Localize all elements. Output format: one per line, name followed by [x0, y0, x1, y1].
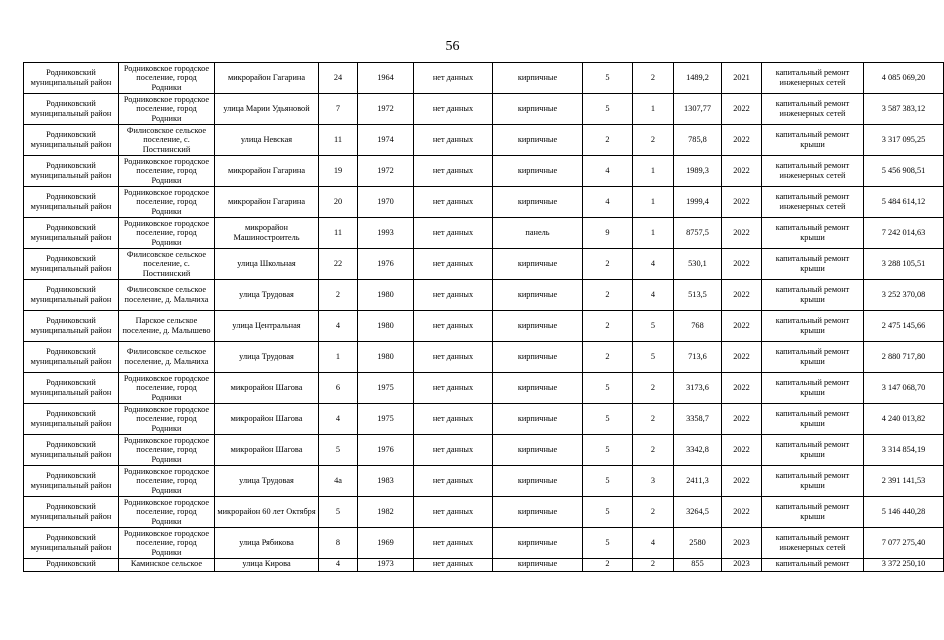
cell-cost: 2 880 717,80	[864, 342, 944, 373]
cell-floors: 5	[583, 528, 633, 559]
table-row	[24, 528, 944, 559]
cell-area: 2580	[674, 528, 722, 559]
cell-settlement: Родниковское городское поселение, город Родники	[119, 63, 215, 94]
cell-entrances: 1	[633, 156, 674, 187]
cell-settlement: Родниковское городское поселение, город Родники	[119, 466, 215, 497]
cell-entrances: 1	[633, 187, 674, 218]
cell-floors: 5	[583, 373, 633, 404]
cell-cost: 2 475 145,66	[864, 311, 944, 342]
table-row	[24, 63, 944, 94]
cell-year: 2022	[722, 342, 762, 373]
cell-settlement: Каминское сельское	[119, 559, 215, 572]
cell-build-year: 1976	[358, 435, 414, 466]
cell-year: 2022	[722, 497, 762, 528]
cell-area: 768	[674, 311, 722, 342]
table-row	[24, 497, 944, 528]
cell-house-number: 4	[319, 559, 358, 572]
cell-data-status: нет данных	[414, 559, 493, 572]
table-row	[24, 218, 944, 249]
cell-work-type: капитальный ремонт крыши	[762, 466, 864, 497]
cell-build-year: 1975	[358, 404, 414, 435]
cell-district: Родниковский	[24, 559, 119, 572]
cell-street: улица Невская	[215, 125, 319, 156]
cell-cost: 3 317 095,25	[864, 125, 944, 156]
cell-district: Родниковский муниципальный район	[24, 528, 119, 559]
cell-entrances: 2	[633, 373, 674, 404]
cell-cost: 3 252 370,08	[864, 280, 944, 311]
cell-house-number: 8	[319, 528, 358, 559]
cell-district: Родниковский муниципальный район	[24, 497, 119, 528]
cell-wall-material: кирпичные	[493, 435, 583, 466]
cell-floors: 4	[583, 156, 633, 187]
table-row	[24, 404, 944, 435]
cell-wall-material: кирпичные	[493, 559, 583, 572]
cell-street: микрорайон Гагарина	[215, 156, 319, 187]
cell-settlement: Филисовское сельское поселение, д. Мальчиха	[119, 342, 215, 373]
cell-work-type: капитальный ремонт инженерных сетей	[762, 156, 864, 187]
cell-district: Родниковский муниципальный район	[24, 187, 119, 218]
cell-street: микрорайон Шагова	[215, 373, 319, 404]
cell-floors: 5	[583, 435, 633, 466]
cell-wall-material: кирпичные	[493, 342, 583, 373]
cell-work-type: капитальный ремонт крыши	[762, 218, 864, 249]
cell-floors: 2	[583, 342, 633, 373]
cell-street: микрорайон Гагарина	[215, 187, 319, 218]
cell-house-number: 5	[319, 435, 358, 466]
housing-registry-table	[23, 62, 944, 572]
cell-area: 1307,77	[674, 94, 722, 125]
cell-house-number: 4а	[319, 466, 358, 497]
cell-house-number: 4	[319, 311, 358, 342]
cell-data-status: нет данных	[414, 125, 493, 156]
cell-wall-material: кирпичные	[493, 280, 583, 311]
cell-build-year: 1974	[358, 125, 414, 156]
cell-year: 2022	[722, 404, 762, 435]
cell-build-year: 1980	[358, 311, 414, 342]
cell-floors: 9	[583, 218, 633, 249]
cell-house-number: 1	[319, 342, 358, 373]
page-number: 56	[445, 39, 460, 54]
cell-street: микрорайон Машиностроитель	[215, 218, 319, 249]
cell-wall-material: кирпичные	[493, 466, 583, 497]
cell-street: улица Школьная	[215, 249, 319, 280]
cell-district: Родниковский муниципальный район	[24, 466, 119, 497]
cell-cost: 3 372 250,10	[864, 559, 944, 572]
cell-district: Родниковский муниципальный район	[24, 342, 119, 373]
cell-area: 8757,5	[674, 218, 722, 249]
cell-district: Родниковский муниципальный район	[24, 218, 119, 249]
cell-year: 2022	[722, 466, 762, 497]
cell-wall-material: кирпичные	[493, 373, 583, 404]
cell-wall-material: кирпичные	[493, 187, 583, 218]
cell-district: Родниковский муниципальный район	[24, 404, 119, 435]
cell-street: улица Рябикова	[215, 528, 319, 559]
cell-data-status: нет данных	[414, 404, 493, 435]
cell-data-status: нет данных	[414, 187, 493, 218]
cell-entrances: 2	[633, 404, 674, 435]
cell-year: 2022	[722, 249, 762, 280]
cell-floors: 2	[583, 559, 633, 572]
cell-wall-material: кирпичные	[493, 311, 583, 342]
cell-build-year: 1982	[358, 497, 414, 528]
cell-data-status: нет данных	[414, 280, 493, 311]
cell-cost: 7 077 275,40	[864, 528, 944, 559]
cell-settlement: Родниковское городское поселение, город Родники	[119, 156, 215, 187]
cell-work-type: капитальный ремонт инженерных сетей	[762, 63, 864, 94]
cell-area: 530,1	[674, 249, 722, 280]
cell-area: 3358,7	[674, 404, 722, 435]
cell-floors: 2	[583, 125, 633, 156]
cell-data-status: нет данных	[414, 466, 493, 497]
cell-floors: 4	[583, 187, 633, 218]
cell-build-year: 1983	[358, 466, 414, 497]
cell-build-year: 1993	[358, 218, 414, 249]
cell-district: Родниковский муниципальный район	[24, 373, 119, 404]
cell-wall-material: кирпичные	[493, 528, 583, 559]
cell-district: Родниковский муниципальный район	[24, 311, 119, 342]
cell-street: микрорайон 60 лет Октября	[215, 497, 319, 528]
cell-entrances: 4	[633, 249, 674, 280]
cell-data-status: нет данных	[414, 156, 493, 187]
cell-build-year: 1969	[358, 528, 414, 559]
cell-wall-material: кирпичные	[493, 156, 583, 187]
cell-entrances: 1	[633, 94, 674, 125]
cell-build-year: 1964	[358, 63, 414, 94]
cell-settlement: Филисовское сельское поселение, д. Мальчиха	[119, 280, 215, 311]
cell-entrances: 2	[633, 559, 674, 572]
cell-data-status: нет данных	[414, 497, 493, 528]
cell-year: 2021	[722, 63, 762, 94]
cell-year: 2022	[722, 218, 762, 249]
cell-wall-material: кирпичные	[493, 63, 583, 94]
cell-work-type: капитальный ремонт крыши	[762, 497, 864, 528]
cell-settlement: Филисовское сельское поселение, с. Постнинский	[119, 125, 215, 156]
table-row	[24, 559, 944, 572]
cell-entrances: 2	[633, 435, 674, 466]
cell-build-year: 1980	[358, 280, 414, 311]
cell-floors: 2	[583, 311, 633, 342]
cell-entrances: 3	[633, 466, 674, 497]
cell-floors: 2	[583, 249, 633, 280]
cell-area: 1989,3	[674, 156, 722, 187]
table-row	[24, 435, 944, 466]
cell-work-type: капитальный ремонт инженерных сетей	[762, 187, 864, 218]
cell-house-number: 6	[319, 373, 358, 404]
cell-settlement: Родниковское городское поселение, город Родники	[119, 187, 215, 218]
cell-area: 3173,6	[674, 373, 722, 404]
cell-area: 1999,4	[674, 187, 722, 218]
cell-area: 1489,2	[674, 63, 722, 94]
table-row	[24, 466, 944, 497]
cell-street: микрорайон Гагарина	[215, 63, 319, 94]
cell-wall-material: кирпичные	[493, 404, 583, 435]
cell-cost: 3 147 068,70	[864, 373, 944, 404]
cell-house-number: 24	[319, 63, 358, 94]
cell-area: 785,8	[674, 125, 722, 156]
cell-cost: 4 240 013,82	[864, 404, 944, 435]
cell-entrances: 2	[633, 125, 674, 156]
cell-area: 2411,3	[674, 466, 722, 497]
table-row	[24, 373, 944, 404]
cell-house-number: 22	[319, 249, 358, 280]
cell-build-year: 1970	[358, 187, 414, 218]
cell-data-status: нет данных	[414, 342, 493, 373]
cell-wall-material: кирпичные	[493, 497, 583, 528]
cell-wall-material: кирпичные	[493, 125, 583, 156]
cell-data-status: нет данных	[414, 311, 493, 342]
cell-wall-material: панель	[493, 218, 583, 249]
table-body	[24, 63, 944, 572]
cell-settlement: Родниковское городское поселение, город Родники	[119, 218, 215, 249]
cell-settlement: Родниковское городское поселение, город Родники	[119, 435, 215, 466]
cell-settlement: Родниковское городское поселение, город Родники	[119, 528, 215, 559]
cell-street: микрорайон Шагова	[215, 404, 319, 435]
cell-work-type: капитальный ремонт инженерных сетей	[762, 94, 864, 125]
cell-district: Родниковский муниципальный район	[24, 156, 119, 187]
cell-work-type: капитальный ремонт крыши	[762, 311, 864, 342]
table-row	[24, 280, 944, 311]
cell-house-number: 20	[319, 187, 358, 218]
cell-street: улица Марии Удьяновой	[215, 94, 319, 125]
cell-house-number: 19	[319, 156, 358, 187]
cell-cost: 3 587 383,12	[864, 94, 944, 125]
cell-street: улица Центральная	[215, 311, 319, 342]
cell-entrances: 4	[633, 280, 674, 311]
cell-cost: 3 288 105,51	[864, 249, 944, 280]
table-row	[24, 125, 944, 156]
cell-floors: 5	[583, 63, 633, 94]
cell-year: 2023	[722, 559, 762, 572]
table-row	[24, 311, 944, 342]
cell-district: Родниковский муниципальный район	[24, 125, 119, 156]
cell-area: 3342,8	[674, 435, 722, 466]
cell-cost: 5 484 614,12	[864, 187, 944, 218]
cell-work-type: капитальный ремонт крыши	[762, 342, 864, 373]
cell-street: улица Кирова	[215, 559, 319, 572]
cell-cost: 3 314 854,19	[864, 435, 944, 466]
cell-cost: 7 242 014,63	[864, 218, 944, 249]
cell-build-year: 1980	[358, 342, 414, 373]
table-row	[24, 156, 944, 187]
cell-year: 2022	[722, 435, 762, 466]
cell-settlement: Филисовское сельское поселение, с. Постнинский	[119, 249, 215, 280]
cell-build-year: 1972	[358, 156, 414, 187]
cell-entrances: 2	[633, 497, 674, 528]
cell-floors: 5	[583, 497, 633, 528]
cell-settlement: Родниковское городское поселение, город Родники	[119, 497, 215, 528]
cell-data-status: нет данных	[414, 218, 493, 249]
cell-data-status: нет данных	[414, 94, 493, 125]
cell-work-type: капитальный ремонт крыши	[762, 125, 864, 156]
cell-entrances: 5	[633, 342, 674, 373]
cell-floors: 2	[583, 280, 633, 311]
cell-area: 855	[674, 559, 722, 572]
cell-year: 2022	[722, 311, 762, 342]
cell-area: 3264,5	[674, 497, 722, 528]
cell-work-type: капитальный ремонт крыши	[762, 435, 864, 466]
cell-work-type: капитальный ремонт крыши	[762, 404, 864, 435]
cell-cost: 4 085 069,20	[864, 63, 944, 94]
cell-data-status: нет данных	[414, 528, 493, 559]
cell-house-number: 4	[319, 404, 358, 435]
cell-house-number: 11	[319, 218, 358, 249]
cell-work-type: капитальный ремонт инженерных сетей	[762, 528, 864, 559]
table-row	[24, 187, 944, 218]
cell-build-year: 1975	[358, 373, 414, 404]
cell-street: улица Трудовая	[215, 280, 319, 311]
table-row	[24, 94, 944, 125]
cell-settlement: Парское сельское поселение, д. Малышево	[119, 311, 215, 342]
cell-district: Родниковский муниципальный район	[24, 280, 119, 311]
cell-entrances: 2	[633, 63, 674, 94]
cell-build-year: 1972	[358, 94, 414, 125]
cell-year: 2022	[722, 125, 762, 156]
cell-floors: 5	[583, 404, 633, 435]
cell-year: 2023	[722, 528, 762, 559]
cell-data-status: нет данных	[414, 249, 493, 280]
cell-settlement: Родниковское городское поселение, город Родники	[119, 404, 215, 435]
cell-build-year: 1973	[358, 559, 414, 572]
cell-wall-material: кирпичные	[493, 94, 583, 125]
cell-cost: 2 391 141,53	[864, 466, 944, 497]
cell-cost: 5 456 908,51	[864, 156, 944, 187]
cell-data-status: нет данных	[414, 63, 493, 94]
table-row	[24, 342, 944, 373]
cell-year: 2022	[722, 156, 762, 187]
cell-cost: 5 146 440,28	[864, 497, 944, 528]
cell-year: 2022	[722, 280, 762, 311]
cell-entrances: 1	[633, 218, 674, 249]
cell-year: 2022	[722, 187, 762, 218]
cell-work-type: капитальный ремонт крыши	[762, 280, 864, 311]
cell-entrances: 4	[633, 528, 674, 559]
cell-floors: 5	[583, 466, 633, 497]
cell-district: Родниковский муниципальный район	[24, 435, 119, 466]
cell-work-type: капитальный ремонт	[762, 559, 864, 572]
cell-floors: 5	[583, 94, 633, 125]
cell-district: Родниковский муниципальный район	[24, 63, 119, 94]
cell-wall-material: кирпичные	[493, 249, 583, 280]
cell-work-type: капитальный ремонт крыши	[762, 373, 864, 404]
cell-data-status: нет данных	[414, 373, 493, 404]
table-row	[24, 249, 944, 280]
cell-entrances: 5	[633, 311, 674, 342]
cell-house-number: 11	[319, 125, 358, 156]
cell-area: 513,5	[674, 280, 722, 311]
cell-street: улица Трудовая	[215, 466, 319, 497]
cell-year: 2022	[722, 373, 762, 404]
cell-settlement: Родниковское городское поселение, город Родники	[119, 373, 215, 404]
cell-data-status: нет данных	[414, 435, 493, 466]
cell-street: улица Трудовая	[215, 342, 319, 373]
cell-district: Родниковский муниципальный район	[24, 249, 119, 280]
cell-area: 713,6	[674, 342, 722, 373]
cell-house-number: 5	[319, 497, 358, 528]
cell-district: Родниковский муниципальный район	[24, 94, 119, 125]
cell-work-type: капитальный ремонт крыши	[762, 249, 864, 280]
cell-build-year: 1976	[358, 249, 414, 280]
cell-house-number: 7	[319, 94, 358, 125]
cell-house-number: 2	[319, 280, 358, 311]
cell-year: 2022	[722, 94, 762, 125]
cell-street: микрорайон Шагова	[215, 435, 319, 466]
cell-settlement: Родниковское городское поселение, город Родники	[119, 94, 215, 125]
